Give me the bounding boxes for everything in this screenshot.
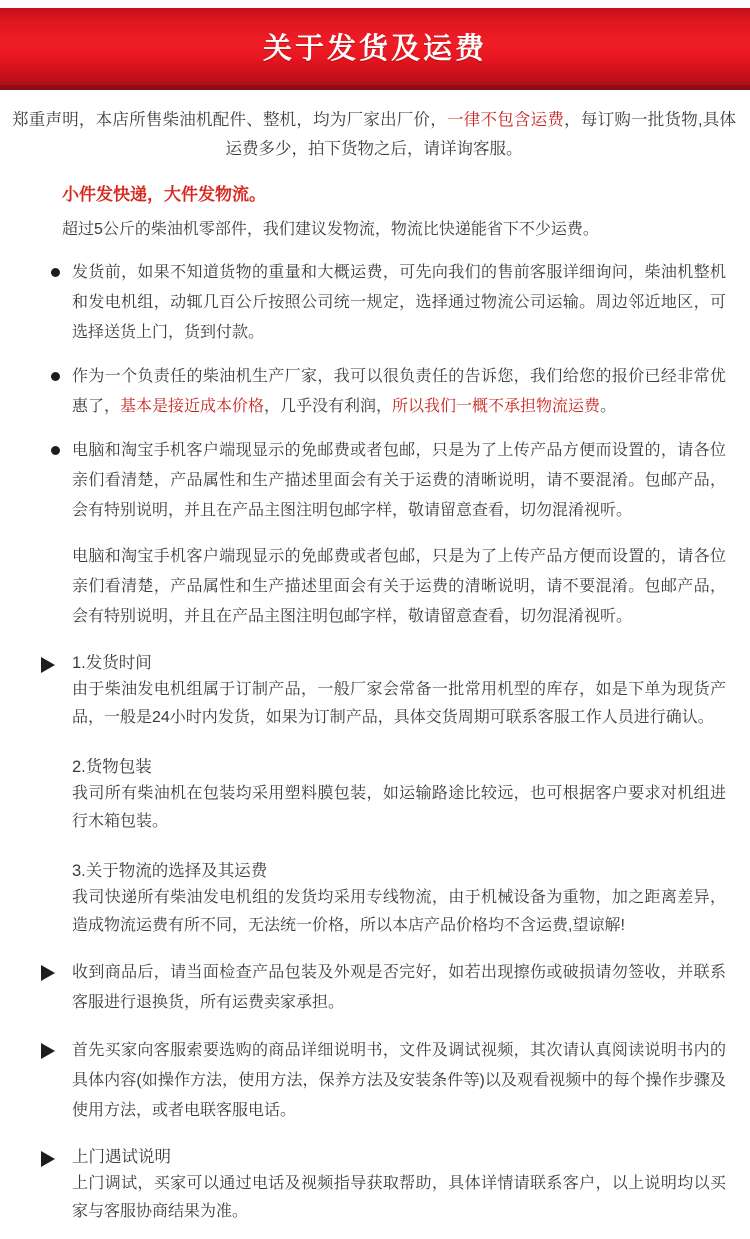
page-banner [0, 8, 750, 90]
section-body: 我司快递所有柴油发电机组的发货均采用专线物流，由于机械设备为重物，加之距离差异，造成物流运费有所不同，无法统一价格，所以本店产品价格均不含运费,望谅解! [72, 889, 726, 934]
list-item [72, 362, 726, 422]
triangle-marker-icon [41, 1043, 55, 1059]
list-item-text: 电脑和淘宝手机客户端现显示的免邮费或者包邮，只是为了上传产品方便而设置的，请各位亲们看清楚，产品属性和生产描述里面会有关于运费的清晰说明，请不要混淆。包邮产品，会有特别说明，并且在产品主图注明包邮字样，敬请留意查看，切勿混淆视听。 [72, 442, 726, 519]
list-item-text-part: ，几乎没有利润， [264, 398, 393, 415]
bullet-dot-icon [51, 268, 60, 277]
notice-inspect-on-delivery [72, 958, 726, 1018]
section-body: 由于柴油发电机组属于订制产品，一般厂家会常备一批常用机型的库存，如是下单为现货产品，一般是24小时内发货，如果为订制产品，具体交货周期可联系客服工作人员进行确认。 [72, 681, 726, 726]
notice-text: 收到商品后，请当面检查产品包装及外观是否完好，如若出现擦伤或破损请勿签收，并联系客服进行退换货，所有运费卖家承担。 [72, 964, 726, 1011]
intro-highlight: 一律不包含运费 [447, 111, 565, 129]
content-area [0, 106, 750, 1226]
list-item-text-part: 。 [600, 398, 617, 415]
shipping-rule-heading: 小件发快递，大件发物流。 [62, 185, 266, 204]
intro-text-part2: ，每订购一批货物,具体运费多少，拍下货物之后，请详询客服。 [225, 111, 737, 158]
list-item-text-part: 作为一个负责任的柴油机生产厂家，我可以很负责任的告诉您，我们给您的报价已经非常优惠了， [72, 368, 726, 415]
section-onsite-commissioning [72, 1144, 726, 1226]
section-title: 2.货物包装 [72, 758, 152, 776]
list-item [72, 436, 726, 526]
notice-request-manual [72, 1036, 726, 1126]
intro-paragraph [12, 106, 736, 164]
list-item-highlight: 所以我们一概不承担物流运费 [392, 398, 601, 415]
section-packaging [72, 754, 726, 836]
section-title: 3.关于物流的选择及其运费 [72, 862, 268, 880]
bullet-dot-icon [51, 446, 60, 455]
intro-text-part1: 郑重声明，本店所售柴油机配件、整机，均为厂家出厂价， [12, 111, 447, 129]
triangle-marker-icon [41, 965, 55, 981]
bullet-dot-icon [51, 372, 60, 381]
shipping-rule-note: 超过5公斤的柴油机零部件，我们建议发物流，物流比快递能省下不少运费。 [62, 221, 599, 238]
list-item [72, 258, 726, 348]
top-spacer [0, 0, 750, 8]
section-body: 上门调试，买家可以通过电话及视频指导获取帮助，具体详情请联系客户，以上说明均以买家与客服协商结果为准。 [72, 1175, 726, 1220]
section-logistics-choice [72, 858, 726, 940]
section-shipping-time [72, 650, 726, 732]
page-title: 关于发货及运费 [262, 32, 487, 65]
triangle-marker-icon [41, 1151, 55, 1167]
list-item-highlight: 基本是接近成本价格 [120, 398, 265, 415]
section-title: 1.发货时间 [72, 654, 152, 672]
list-item-text: 发货前，如果不知道货物的重量和大概运费，可先向我们的售前客服详细询问，柴油机整机和发电机组，动辄几百公斤按照公司统一规定，选择通过物流公司运输。周边邻近地区，可选择送货上门，货到付款。 [72, 264, 726, 341]
section-title: 上门遇试说明 [72, 1148, 171, 1166]
triangle-marker-icon [41, 657, 55, 673]
section-body: 我司所有柴油机在包装均采用塑料膜包装，如运输路途比较远，也可根据客户要求对机组进 行木箱包装。 [72, 785, 726, 830]
notice-text: 首先买家向客服索要选购的商品详细说明书，文件及调试视频，其次请认真阅读说明书内的具体内容(如操作方法，使用方法，保养方法及安装条件等)以及观看视频中的每个操作步骤及使用方法，或者电联客服电话。 [72, 1042, 726, 1119]
duplicate-paragraph: 电脑和淘宝手机客户端现显示的免邮费或者包邮，只是为了上传产品方便而设置的，请各位亲们看清楚，产品属性和生产描述里面会有关于运费的清晰说明，请不要混淆。包邮产品，会有特别说明，并且在产品主图注明包邮字样，敬请留意查看，切勿混淆视听。 [72, 548, 726, 625]
